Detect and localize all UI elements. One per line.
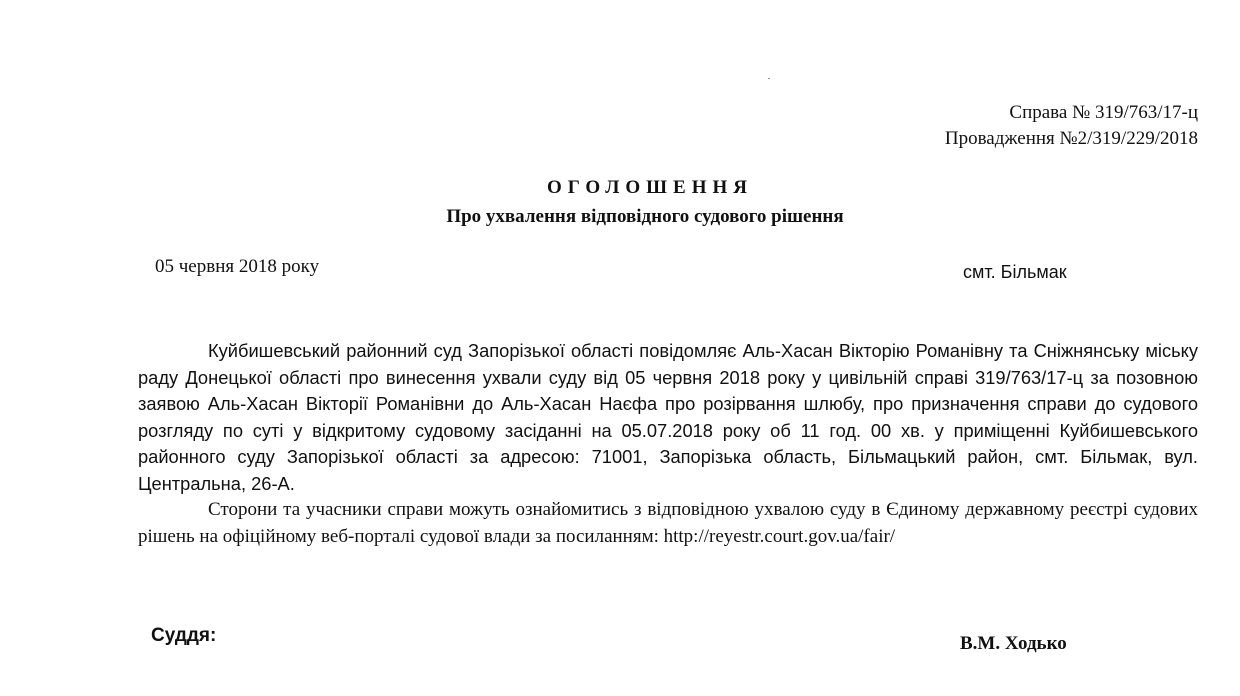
body-paragraph-2: Сторони та учасники справи можуть ознайомитись з відповідною ухвалою суду в Єдиному державному реєстрі судових рішень на офіційному веб-порталі судової влади за посиланням: http://reyestr.court.gov.ua/fair/	[138, 499, 1198, 547]
scan-speck	[768, 78, 770, 79]
announcement-heading	[0, 176, 1240, 230]
announcement-body	[138, 338, 1198, 550]
document-date: 05 червня 2018 року	[155, 256, 320, 277]
proceeding-number: Провадження №2/319/229/2018	[944, 128, 1198, 149]
case-reference	[945, 100, 1198, 152]
document-place: смт. Більмак	[963, 262, 1067, 282]
announcement-subtitle: Про ухвалення відповідного судового рішення	[446, 206, 844, 227]
judge-label: Суддя:	[151, 625, 217, 646]
case-number: Справа № 319/763/17-ц	[1009, 102, 1198, 123]
announcement-title: ОГОЛОШЕННЯ	[547, 177, 753, 198]
judge-name: В.М. Ходько	[960, 633, 1067, 654]
body-paragraph-1: Куйбишевський районний суд Запорізької області повідомляє Аль-Хасан Вікторію Романівну та Сніжнянську міську раду Донецької області про винесення ухвали суду від 05 червня 2018 року у цивільній справі 319/763/17-ц за позовною заявою Аль-Хасан Вікторії Романівни до Аль-Хасан Наєфа про розірвання шлюбу, про призначення справи до судового розгляду по суті у відкритому судовому засіданні на 05.07.2018 року об 11 год. 00 хв. у приміщенні Куйбишевського районного суду Запорізької області за адресою: 71001, Запорізька область, Більмацький район, смт. Більмак, вул. Центральна, 26-А.	[138, 340, 1198, 494]
